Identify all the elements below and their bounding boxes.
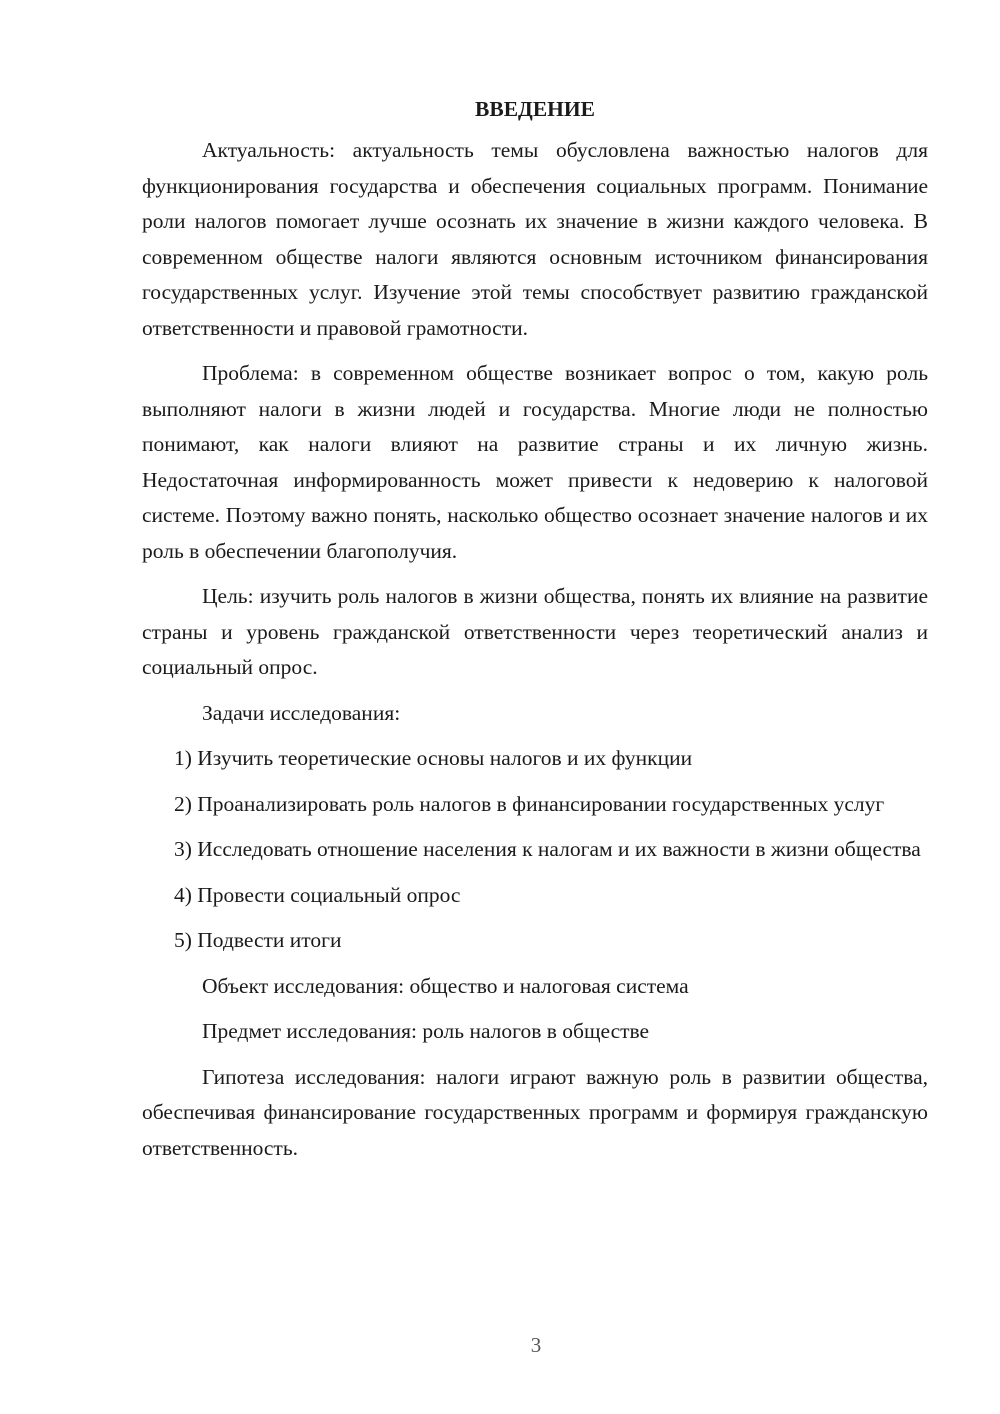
research-object: Объект исследования: общество и налоговая система [202, 973, 689, 998]
section-title: ВВЕДЕНИЕ [475, 97, 595, 121]
task-item-4: 4) Провести социальный опрос [174, 882, 461, 907]
task-item-1: 1) Изучить теоретические основы налогов и их функции [174, 746, 693, 770]
relevance-paragraph: Актуальность: актуальность темы обусловлена важностью налогов для функционирования государства и обеспечения социальных программ. Понимание роли налогов помогает лучше осознать их значение в жизни каждого человека. В современном обществе налоги являются основным источником финансирования государственных услуг. Изучение этой темы способствует развитию гражданской ответственности и правовой грамотности. [142, 138, 928, 340]
document-page [142, 92, 928, 1166]
task-item-5: 5) Подвести итоги [174, 928, 342, 952]
goal-paragraph: Цель: изучить роль налогов в жизни общества, понять их влияние на развитие страны и уровень гражданской ответственности через теоретический анализ и социальный опрос. [142, 584, 928, 679]
task-item-2: 2) Проанализировать роль налогов в финансировании государственных услуг [174, 791, 885, 816]
page-number: 3 [530, 1333, 542, 1357]
research-subject: Предмет исследования: роль налогов в обществе [202, 1019, 650, 1043]
problem-paragraph: Проблема: в современном обществе возникает вопрос о том, какую роль выполняют налоги в жизни людей и государства. Многие люди не полностью понимают, как налоги влияют на развитие страны и их личную жизнь. Недостаточная информированность может привести к недоверию к налоговой системе. Поэтому важно понять, насколько общество осознает значение налогов и их роль в обеспечении благополучия. [142, 361, 928, 563]
research-hypothesis: Гипотеза исследования: налоги играют важную роль в развитии общества, обеспечивая финансирование государственных программ и формируя гражданскую ответственность. [142, 1064, 928, 1160]
task-item-3: 3) Исследовать отношение населения к налогам и их важности в жизни общества [174, 837, 921, 861]
tasks-heading: Задачи исследования: [202, 700, 401, 725]
